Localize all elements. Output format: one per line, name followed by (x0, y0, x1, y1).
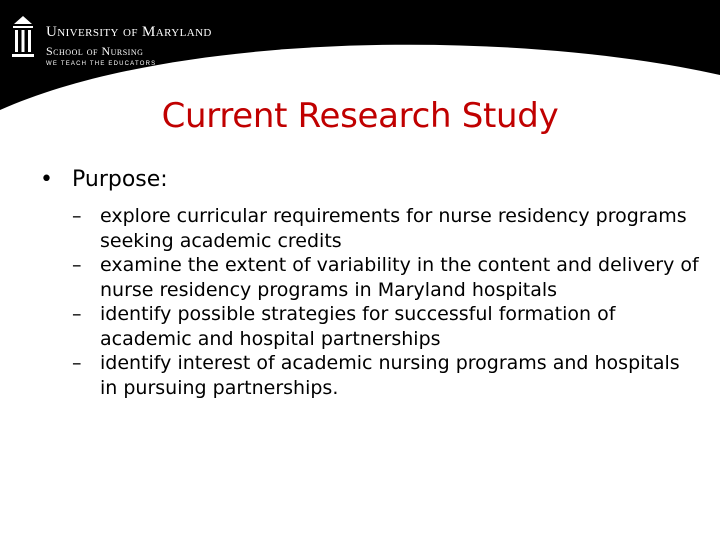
bullet-mark: • (40, 167, 53, 192)
purpose-item-text: explore curricular requirements for nurse residency programs seeking academic credits (100, 205, 687, 252)
slide-title: Current Research Study (161, 96, 559, 136)
purpose-item (40, 204, 700, 253)
purpose-item (40, 351, 700, 400)
seal-icon (10, 14, 36, 62)
purpose-item (40, 253, 700, 302)
dash-mark: – (72, 205, 82, 227)
logo-tagline-text: WE TEACH THE EDUCATORS (46, 61, 157, 67)
dash-mark: – (72, 303, 82, 325)
purpose-item-text: identify interest of academic nursing programs and hospitals in pursuing partnerships. (100, 352, 680, 399)
bullet-purpose (40, 162, 700, 198)
purpose-item (40, 302, 700, 351)
slide-content (40, 162, 700, 400)
dash-mark: – (72, 254, 82, 276)
logo-university-text: University of Maryland (46, 24, 212, 40)
dash-mark: – (72, 352, 82, 374)
purpose-item-text: identify possible strategies for successful formation of academic and hospital partnerships (100, 303, 616, 350)
purpose-list (40, 204, 700, 400)
bullet-label: Purpose: (72, 167, 168, 192)
university-logo (10, 12, 230, 67)
logo-school-text: School of Nursing (46, 44, 144, 58)
purpose-item-text: examine the extent of variability in the content and delivery of nurse residency programs in Maryland hospitals (100, 254, 699, 301)
